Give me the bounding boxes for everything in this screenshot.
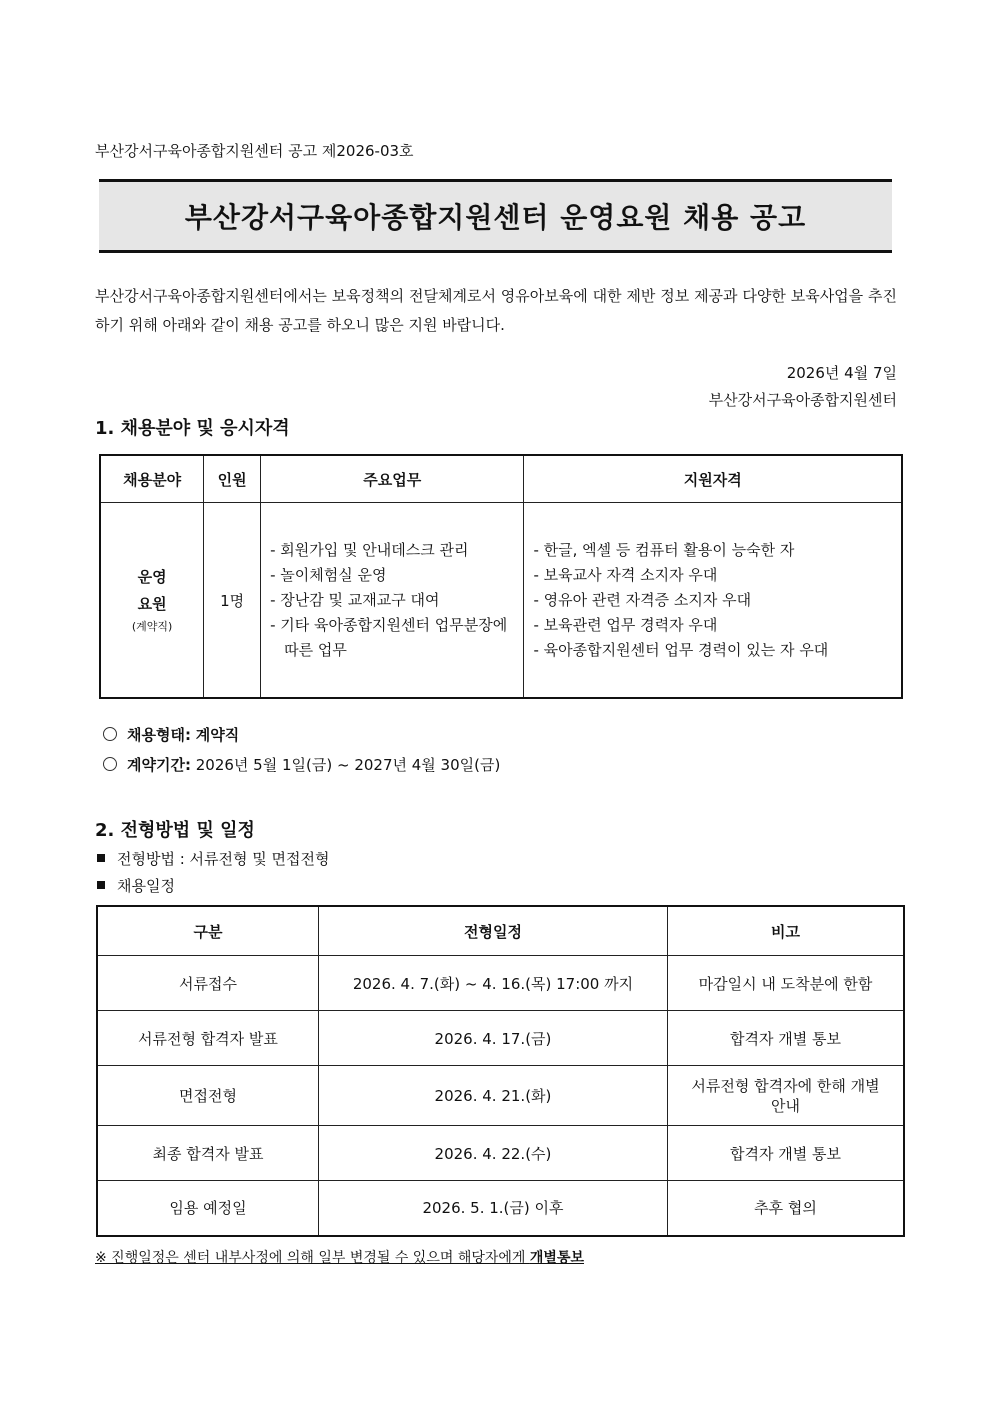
notice-number: 부산강서구육아종합지원센터 공고 제2026-03호 (95, 142, 414, 160)
row-note: 합격자 개별 통보 (668, 1126, 904, 1181)
job-line1: 운영 (137, 568, 167, 586)
schedule-label-line (97, 875, 175, 896)
employment-type-label: 채용형태: (127, 726, 191, 744)
duty-item: - 기타 육아종합지원센터 업무분장에 따른 업무 (270, 615, 508, 659)
contract-period-value: 2026년 5월 1일(금) ~ 2027년 4월 30일(금) (195, 756, 501, 774)
qualification-item: - 영유아 관련 자격증 소지자 우대 (533, 590, 752, 609)
qualification-item: - 보육교사 자격 소지자 우대 (533, 565, 718, 584)
header-schedule: 전형일정 (318, 906, 667, 956)
row-date: 2026. 4. 7.(화) ~ 4. 16.(목) 17:00 까지 (318, 956, 667, 1011)
recruitment-header-row (100, 455, 902, 503)
header-field: 채용분야 (100, 455, 204, 503)
recruitment-row (100, 503, 902, 699)
circle-bullet-icon (103, 757, 117, 771)
schedule-label: 채용일정 (117, 877, 175, 895)
intro-paragraph: 부산강서구육아종합지원센터에서는 보육정책의 전달체계로서 영유아보육에 대한 제반 정보 제공과 다양한 보육사업을 추진하기 위해 아래와 같이 채용 공고를 하오니 많은 지원 바랍니다. (95, 287, 897, 334)
row-date: 2026. 5. 1.(금) 이후 (318, 1181, 667, 1236)
row-note: 마감일시 내 도착분에 한함 (668, 956, 904, 1011)
section1-heading: 1. 채용분야 및 응시자격 (95, 418, 290, 439)
employment-type-line (103, 724, 239, 745)
schedule-footnote (95, 1247, 584, 1267)
row-date: 2026. 4. 17.(금) (318, 1011, 667, 1066)
header-category: 구분 (97, 906, 318, 956)
section2-heading: 2. 전형방법 및 일정 (95, 820, 255, 841)
table-row (97, 1066, 904, 1126)
table-row (97, 1181, 904, 1236)
duty-item: - 회원가입 및 안내데스크 관리 (270, 540, 469, 559)
row-note: 서류전형 합격자에 한해 개별 안내 (668, 1066, 904, 1126)
row-date: 2026. 4. 21.(화) (318, 1066, 667, 1126)
row-category: 면접전형 (97, 1066, 318, 1126)
table-row (97, 956, 904, 1011)
announcement-date: 2026년 4월 7일 (786, 364, 897, 382)
square-bullet-icon (97, 854, 105, 862)
headcount-cell: 1명 (204, 503, 261, 699)
contract-period-label: 계약기간: (127, 756, 191, 774)
table-row (97, 1011, 904, 1066)
employment-type-value: 계약직 (195, 726, 240, 744)
qualification-item: - 한글, 엑셀 등 컴퓨터 활용이 능숙한 자 (533, 540, 795, 559)
title-banner (99, 179, 892, 253)
header-duties: 주요업무 (261, 455, 524, 503)
square-bullet-icon (97, 881, 105, 889)
circle-bullet-icon (103, 727, 117, 741)
recruitment-table (99, 454, 903, 699)
footnote-emphasis: 개별통보 (529, 1250, 585, 1266)
footnote-text: ※ 진행일정은 센터 내부사정에 의해 일부 변경될 수 있으며 해당자에게 (95, 1250, 530, 1266)
duties-cell (261, 503, 524, 699)
schedule-header-row (97, 906, 904, 956)
job-type: (계약직) (131, 620, 173, 633)
duty-item: - 장난감 및 교재교구 대여 (270, 590, 440, 609)
job-field-cell (100, 503, 204, 699)
row-date: 2026. 4. 22.(수) (318, 1126, 667, 1181)
page-title: 부산강서구육아종합지원센터 운영요원 채용 공고 (184, 201, 807, 234)
row-category: 서류전형 합격자 발표 (97, 1011, 318, 1066)
header-count: 인원 (204, 455, 261, 503)
schedule-table (96, 905, 905, 1237)
table-row (97, 1126, 904, 1181)
row-category: 최종 합격자 발표 (97, 1126, 318, 1181)
qualifications-cell (524, 503, 902, 699)
duty-item: - 놀이체험실 운영 (270, 565, 387, 584)
row-category: 임용 예정일 (97, 1181, 318, 1236)
organization-name: 부산강서구육아종합지원센터 (708, 391, 897, 409)
contract-period-line (103, 754, 500, 775)
header-note: 비고 (668, 906, 904, 956)
header-qualifications: 지원자격 (524, 455, 902, 503)
row-note: 합격자 개별 통보 (668, 1011, 904, 1066)
qualification-item: - 보육관련 업무 경력자 우대 (533, 615, 718, 634)
qualification-item: - 육아종합지원센터 업무 경력이 있는 자 우대 (533, 640, 829, 659)
job-line2: 요원 (137, 595, 167, 613)
row-note: 추후 협의 (668, 1181, 904, 1236)
row-category: 서류접수 (97, 956, 318, 1011)
selection-method: 전형방법 : 서류전형 및 면접전형 (117, 850, 330, 868)
selection-method-line (97, 848, 330, 869)
